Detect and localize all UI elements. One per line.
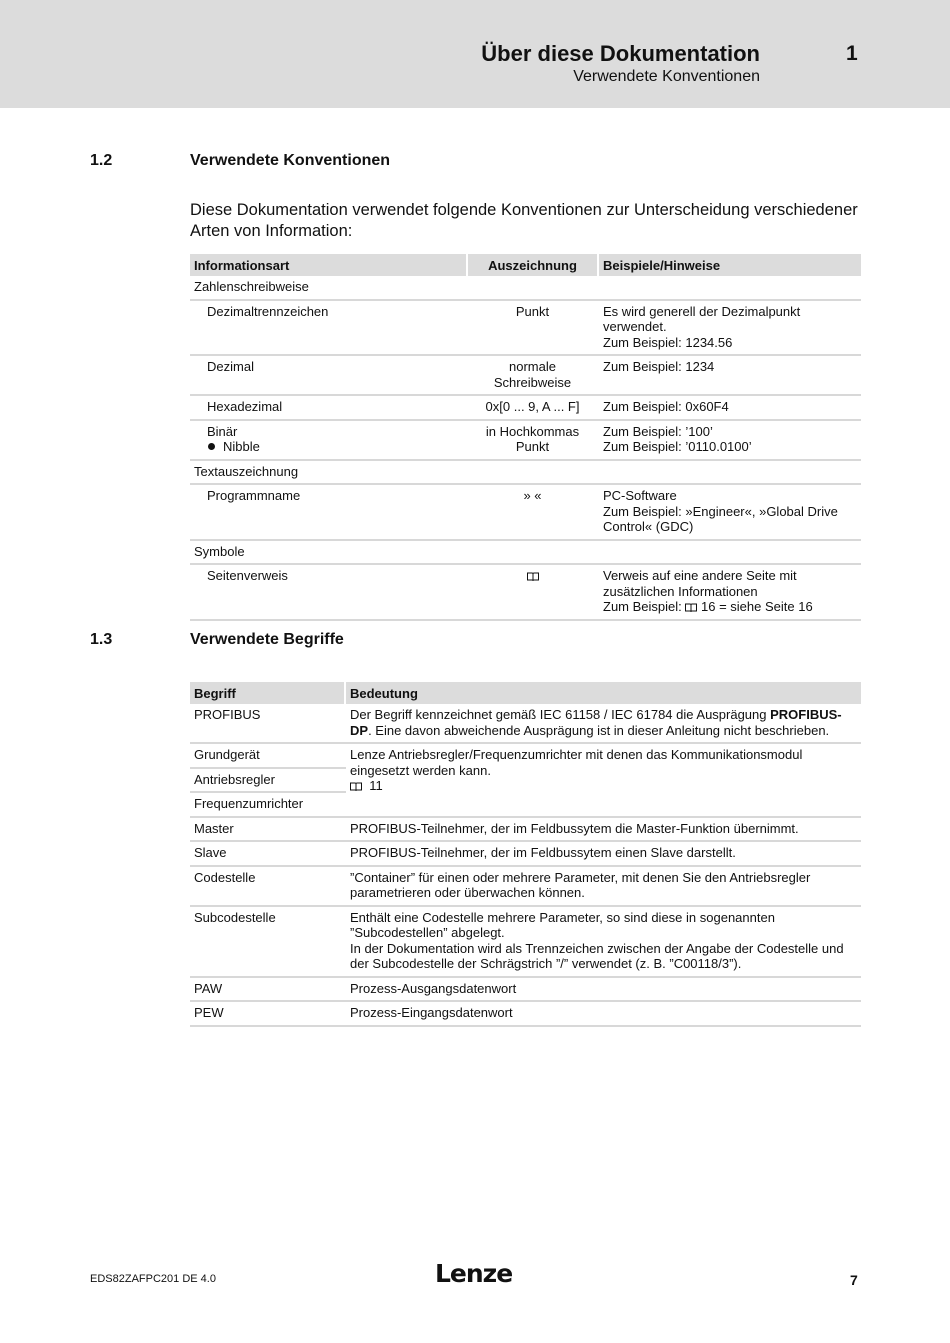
column-header: Informationsart (190, 254, 467, 276)
definition-text: ”Container” für einen oder mehrere Parameter, mit denen Sie den Antriebsregler parametrieren oder überwachen können. (345, 866, 861, 906)
definition-text: Lenze Antriebsregler/Frequenzumrichter mit denen das Kommunikationsmodul eingesetzt werden kann. (350, 747, 803, 778)
example-text: Zum Beispiel: »Engineer«, »Global Drive Control« (GDC) (603, 503, 838, 534)
info-type: Hexadezimal (190, 395, 467, 420)
info-type: Dezimal (190, 355, 467, 395)
info-type: Binär (207, 423, 238, 439)
table-row (190, 395, 861, 420)
example-text: Zum Beispiel: 1234.56 (603, 334, 733, 350)
example-text: Zum Beispiel: 1234 (598, 355, 861, 395)
term: PROFIBUS (190, 704, 345, 743)
chapter-number: 1 (846, 42, 858, 65)
column-header: Beispiele/Hinweise (598, 254, 861, 276)
group-row (190, 540, 861, 565)
example-text: Zum Beispiel: (603, 599, 682, 614)
table-row (190, 300, 861, 356)
table-row (190, 484, 861, 540)
term: Codestelle (190, 866, 345, 906)
markup: 0x[0 ... 9, A ... F] (467, 395, 598, 420)
markup-cell (467, 564, 598, 620)
terms-table (190, 682, 861, 1027)
example-text: Verweis auf eine andere Seite mit zusätzlichen Informationen (603, 568, 797, 599)
table-row (190, 977, 861, 1002)
bullet-item (207, 439, 462, 455)
term: PEW (190, 1001, 345, 1026)
term: Slave (190, 841, 345, 866)
term: Subcodestelle (190, 906, 345, 977)
example-line (603, 599, 857, 615)
term: Grundgerät (190, 743, 345, 768)
example-text: 16 = siehe Seite 16 (701, 599, 813, 614)
markup: Schreibweise (493, 374, 572, 390)
markup-cell (467, 420, 598, 460)
example-cell (598, 484, 861, 540)
conventions-table (190, 254, 861, 621)
example-text: Zum Beispiel: ’0110.0100’ (603, 439, 752, 454)
bullet-icon (208, 443, 215, 450)
header-title: Über diese Dokumentation (481, 41, 760, 66)
header-subtitle: Verwendete Konventionen (573, 68, 760, 85)
markup: Punkt (515, 439, 550, 454)
page-header (0, 0, 950, 108)
definition-text: Prozess-Ausgangsdatenwort (345, 977, 861, 1002)
example-text: Zum Beispiel: 0x60F4 (598, 395, 861, 420)
info-type: Programmname (190, 484, 467, 540)
table-header-row (190, 254, 861, 276)
markup: in Hochkommas (485, 423, 580, 439)
column-header: Begriff (190, 682, 345, 704)
section-number: 1.3 (90, 631, 113, 648)
definition-cell (345, 906, 861, 977)
example-text: Zum Beispiel: ’100’ (603, 423, 713, 439)
definition-text: Der Begriff kennzeichnet gemäß IEC 61158 / IEC 61784 die Ausprägung (350, 707, 771, 722)
definition-text: Enthält eine Codestelle mehrere Parameter, so sind diese in sogenannten ”Subcodestellen” abgelegt. (350, 909, 775, 940)
page-number: 7 (850, 1272, 858, 1288)
table-row (190, 1001, 861, 1026)
term: Frequenzumrichter (190, 792, 345, 817)
info-type-cell (190, 420, 467, 460)
lenze-logo: Lenze (435, 1259, 513, 1288)
page-reference (350, 778, 857, 794)
info-type: Seitenverweis (190, 564, 467, 620)
book-icon (685, 603, 697, 612)
document-id: EDS82ZAFPC201 DE 4.0 (90, 1273, 216, 1285)
info-type: Dezimaltrennzeichen (190, 300, 467, 356)
definition-text: . Eine davon abweichende Ausprägung ist in dieser Anleitung nicht beschrieben. (368, 722, 830, 738)
table-row (190, 841, 861, 866)
definition-emphasis: PROFIBUS-DP (350, 707, 842, 738)
column-header: Auszeichnung (467, 254, 598, 276)
term: Master (190, 817, 345, 842)
group-row (190, 276, 861, 300)
example-text: PC-Software (603, 488, 677, 503)
definition-text: PROFIBUS-Teilnehmer, der im Feldbussytem einen Slave darstellt. (345, 841, 861, 866)
definition-text: PROFIBUS-Teilnehmer, der im Feldbussytem die Master-Funktion übernimmt. (345, 817, 861, 842)
table-row (190, 817, 861, 842)
markup: » « (467, 484, 598, 540)
markup: normale (509, 359, 556, 374)
table-row (190, 355, 861, 395)
column-header: Bedeutung (345, 682, 861, 704)
group-label: Zahlenschreibweise (190, 276, 861, 300)
definition-text: In der Dokumentation wird als Trennzeichen zwischen der Angabe der Codestelle und der Subcodestelle der Schrägstrich ”/” verwendet (z. B. ”C00118/3”). (350, 940, 844, 971)
page-reference-number: 11 (369, 778, 383, 793)
table-row (190, 420, 861, 460)
markup: Punkt (467, 300, 598, 356)
markup-cell (467, 355, 598, 395)
table-row (190, 906, 861, 977)
table-row (190, 704, 861, 743)
book-icon (527, 572, 539, 581)
definition-cell (345, 704, 861, 743)
bullet-text: Nibble (223, 439, 260, 454)
term: Antriebsregler (190, 768, 345, 793)
term: PAW (190, 977, 345, 1002)
section-title: Verwendete Begriffe (190, 631, 344, 648)
book-icon (350, 782, 362, 791)
definition-text: Prozess-Eingangsdatenwort (345, 1001, 861, 1026)
example-cell (598, 420, 861, 460)
example-text: Es wird generell der Dezimalpunkt verwendet. (603, 303, 801, 334)
example-cell (598, 564, 861, 620)
table-row (190, 743, 861, 768)
definition-cell (345, 743, 861, 817)
table-row (190, 564, 861, 620)
section-title: Verwendete Konventionen (190, 152, 391, 169)
group-label: Symbole (190, 540, 861, 565)
table-header-row (190, 682, 861, 704)
table-row (190, 866, 861, 906)
example-cell (598, 300, 861, 356)
group-row (190, 460, 861, 485)
group-label: Textauszeichnung (190, 460, 861, 485)
section-number: 1.2 (90, 152, 113, 169)
intro-paragraph: Diese Dokumentation verwendet folgende Konventionen zur Unterscheidung verschiedener Arten von Information: (190, 201, 858, 240)
